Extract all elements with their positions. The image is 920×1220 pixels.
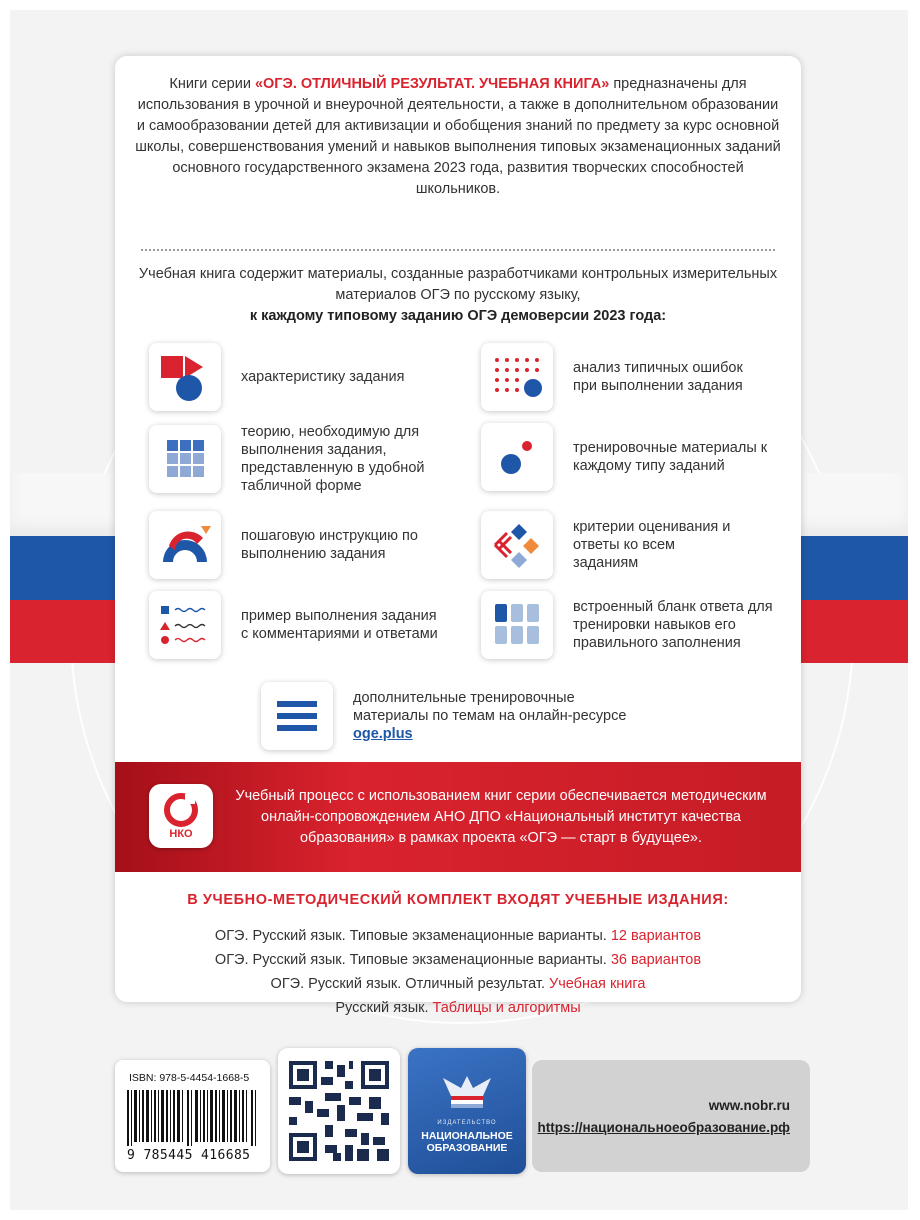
shapes-icon [149,343,221,411]
isbn-label: ISBN: 978-5-4454-1668-5 [129,1072,250,1084]
kit-item-text: Русский язык. [335,1000,433,1016]
online-text: дополнительные тренировочные материалы по темам на онлайн-ресурсе [353,690,627,724]
lead-text [135,264,781,327]
feature-criteria [481,511,781,579]
publisher-name [408,1130,526,1154]
feature-label: пошаговую инструкцию по выполнению задания [241,528,418,562]
kit-item-highlight: 12 вариантов [610,928,702,944]
eagle-emblem-icon [437,1066,497,1116]
series-name: «ОГЭ. ОТЛИЧНЫЙ РЕЗУЛЬТАТ. УЧЕБНАЯ КНИГА» [254,76,610,92]
lead-bold: к каждому типовому заданию ОГЭ демоверсии 2023 года: [249,308,667,324]
support-banner [115,762,801,872]
kit-item-text: ОГЭ. Русский язык. Отличный результат. [270,976,550,992]
kit-title: В УЧЕБНО-МЕТОДИЧЕСКИЙ КОМПЛЕКТ ВХОДЯТ УЧЕБНЫЕ ИЗДАНИЯ: [187,892,729,908]
site-link[interactable]: www.nobr.ru [708,1098,790,1113]
arch-icon [149,511,221,579]
kit-list [115,924,801,1020]
intro-rest: предназначены для использования в урочной и внеурочной деятельности, а также в дополнительном образовании и самообразовании детей для активизации и обобщения знаний по предмету за курс основной школы, совершенствования умений и навыков выполнения типовых экзаменационных заданий основного государственного экзамена 2023 года, развития творческих способностей школьников. [135,76,781,197]
feature-online [261,682,661,750]
kit-item-highlight: Таблицы и алгоритмы [432,1000,581,1016]
lead-main: Учебная книга содержит материалы, созданные разработчиками контрольных измерительных материалов ОГЭ по русскому языку, [138,266,778,303]
info-card [115,56,801,1016]
feature-example [149,591,459,659]
kit-item-highlight: 36 вариантов [610,952,702,968]
menu-lines-icon [261,682,333,750]
kit-item-highlight: Учебная книга [549,976,646,992]
feature-label: теорию, необходимую для выполнения задания, представленную в удобной табличной форме [241,424,425,494]
circles-icon [481,423,553,491]
dotted-divider [141,249,775,251]
qr-code-icon [289,1061,389,1161]
list-item [115,948,801,972]
feature-errors [481,343,781,411]
feature-answer-form [481,591,791,659]
list-item [115,924,801,948]
support-text: Учебный процесс с использованием книг серии обеспечивается методическим онлайн-сопровождением АНО ДПО «Национальный институт качества образования» в рамках проекта «ОГЭ — старт в будущее». [235,788,767,846]
list-wave-icon [149,591,221,659]
websites-box [532,1060,810,1172]
nko-logo-text: НКО [169,828,193,840]
kit-item-text: ОГЭ. Русский язык. Типовые экзаменационные варианты. [214,928,611,944]
feature-label [353,689,653,743]
dots-grid-icon [481,343,553,411]
feature-characteristic [149,343,449,411]
feature-instruction [149,511,449,579]
feature-label: характеристику задания [241,369,405,385]
intro-text [135,74,781,200]
intro-prefix: Книги серии [169,76,255,92]
feature-training [481,423,781,491]
oge-plus-link[interactable]: oge.plus [353,726,413,742]
diamond-stripes-icon [481,511,553,579]
answer-grid-icon [481,591,553,659]
barcode-digits: 9 785445 416685 [127,1148,251,1163]
publisher-logo [408,1048,526,1174]
feature-label: критерии оценивания и ответы ко всем заданиям [573,519,731,571]
list-item [115,996,801,1020]
feature-theory [149,423,459,495]
publisher-line: НАЦИОНАЛЬНОЕ [421,1130,513,1142]
flag-right [798,473,908,663]
feature-label: анализ типичных ошибок при выполнении задания [573,360,743,394]
publisher-small: ИЗДАТЕЛЬСТВО [437,1120,497,1126]
barcode-icon [125,1090,261,1146]
feature-label: встроенный бланк ответа для тренировки навыков его правильного заполнения [573,599,773,651]
nko-logo [149,784,213,848]
table-grid-icon [149,425,221,493]
site-link[interactable]: https://национальноеобразование.рф [537,1120,790,1135]
back-cover [10,10,908,1210]
list-item [115,972,801,996]
feature-label: пример выполнения задания с комментариями и ответами [241,608,438,642]
qr-code[interactable] [278,1048,400,1174]
feature-label: тренировочные материалы к каждому типу заданий [573,440,768,474]
isbn-barcode [115,1060,270,1172]
kit-item-text: ОГЭ. Русский язык. Типовые экзаменационные варианты. [214,952,611,968]
flag-left [10,473,120,663]
publisher-line: ОБРАЗОВАНИЕ [426,1142,508,1154]
